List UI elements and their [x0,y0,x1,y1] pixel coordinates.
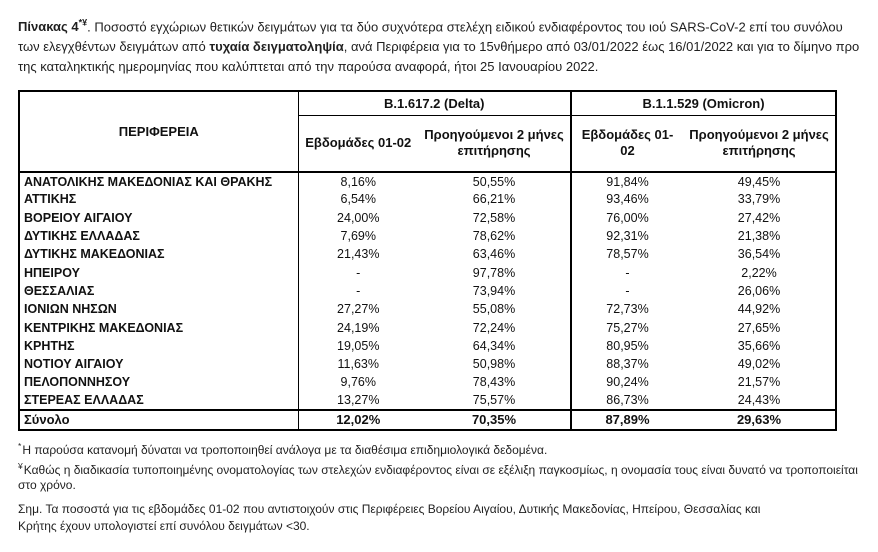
table-row [19,355,836,373]
delta-prev-cell: 50,98% [418,355,571,373]
delta-prev-cell: 72,24% [418,318,571,336]
omicron-prev-cell: 35,66% [737,338,781,353]
column-header-delta-weeks: Εβδομάδες 01-02 [298,115,418,172]
caption-text-2: , ανά Περιφέρεια για το 15νθήμερο από 03/01/2022 έως 16/01/2022 και για το δίμηνο προ της καταληκτικής ημερομηνίας που καλύπτεται από την παρούσα αναφορά, ήτοι 25 Ιανουαρίου 2022. [18,39,860,75]
region-name-cell: ΑΝΑΤΟΛΙΚΗΣ ΜΑΚΕΔΟΝΙΑΣ ΚΑΙ ΘΡΑΚΗΣ [19,172,298,190]
region-name-cell: ΚΕΝΤΡΙΚΗΣ ΜΑΚΕΔΟΝΙΑΣ [19,318,298,336]
footnote-asterisk [18,439,866,459]
delta-weeks-cell: 6,54% [340,192,376,207]
delta-prev-cell: 78,62% [418,227,571,245]
region-name-cell: ΝΟΤΙΟΥ ΑΙΓΑΙΟΥ [19,355,298,373]
omicron-weeks-cell: 80,95% [606,338,649,353]
total-omicron-prev: 29,63% [683,410,836,430]
column-header-omicron-weeks: Εβδομάδες 01-02 [571,115,683,172]
footnote-yen [18,459,866,494]
table-row [19,263,836,281]
column-header-omicron-prev: Προηγούμενοι 2 μήνες επιτήρησης [683,115,836,172]
delta-prev-cell: 72,58% [418,209,571,227]
omicron-prev-cell: 49,02% [737,357,781,372]
total-delta-prev: 70,35% [418,410,571,430]
omicron-prev-cell: 2,22% [741,265,777,280]
footnote-text: Η παρούσα κατανομή δύναται να τροποποιηθεί ανάλογα με τα διαθέσιμα επιδημιολογικά δεδομένα. [22,443,548,457]
delta-weeks-cell: 13,27% [337,393,380,408]
footnote-text: Καθώς η διαδικασία τυποποιημένης ονοματολογίας των στελεχών ενδιαφέροντος είναι σε εξέλιξη παγκοσμίως, η ονομασία τους είναι δυνατό να τροποποιείται στο χρόνο. [18,462,858,492]
omicron-weeks-cell: 86,73% [606,393,649,408]
region-name-cell: ΔΥΤΙΚΗΣ ΜΑΚΕΔΟΝΙΑΣ [19,245,298,263]
region-name-cell: ΣΤΕΡΕΑΣ ΕΛΛΑΔΑΣ [19,392,298,410]
region-name-cell: ΔΥΤΙΚΗΣ ΕΛΛΑΔΑΣ [19,227,298,245]
column-header-region: ΠΕΡΙΦΕΡΕΙΑ [19,91,298,172]
variants-by-region-table [18,90,837,431]
caption-number: Πίνακας 4 [18,19,79,35]
footnote-marker: ¥ [18,460,23,471]
delta-weeks-cell: 24,00% [337,210,380,225]
table-row [19,190,836,208]
table-row [19,172,836,190]
omicron-weeks-cell: 92,31% [606,229,649,244]
delta-prev-cell: 75,57% [418,392,571,410]
omicron-weeks-cell: 90,24% [606,375,649,390]
omicron-weeks-cell: 76,00% [606,210,649,225]
caption-text-1: . Ποσοστό εγχώριων θετικών δειγμάτων για τα δύο συχνότερα στελέχη ειδικού ενδιαφέροντος του ιού SARS-CoV-2 επί του συνόλου των ελεγχθέντων δειγμάτων από [18,19,843,55]
table-row [19,227,836,245]
omicron-weeks-cell: - [625,265,630,280]
table-row [19,337,836,355]
footnotes-section [18,439,866,535]
omicron-prev-cell: 21,57% [737,375,781,390]
delta-weeks-cell: 24,19% [337,320,380,335]
total-row [19,410,836,430]
delta-weeks-cell: 9,76% [340,375,376,390]
column-group-delta: B.1.617.2 (Delta) [298,91,571,115]
region-name-cell: ΠΕΛΟΠΟΝΝΗΣΟΥ [19,373,298,391]
omicron-prev-cell: 26,06% [737,283,781,298]
total-delta-weeks: 12,02% [298,410,418,430]
table-row [19,300,836,318]
omicron-prev-cell: 44,92% [737,302,781,317]
delta-prev-cell: 73,94% [418,282,571,300]
omicron-weeks-cell: 93,46% [606,192,649,207]
delta-weeks-cell: - [356,265,361,280]
delta-prev-cell: 64,34% [418,337,571,355]
delta-weeks-cell: 7,69% [340,229,376,244]
omicron-prev-cell: 21,38% [737,229,781,244]
delta-prev-cell: 50,55% [418,172,571,190]
region-name-cell: ΑΤΤΙΚΗΣ [19,190,298,208]
delta-prev-cell: 78,43% [418,373,571,391]
omicron-weeks-cell: 78,57% [606,247,649,262]
omicron-prev-cell: 49,45% [737,174,781,189]
omicron-prev-cell: 27,65% [737,320,781,335]
table-row [19,209,836,227]
omicron-weeks-cell: 75,27% [606,320,649,335]
omicron-prev-cell: 36,54% [737,247,781,262]
region-name-cell: ΒΟΡΕΙΟΥ ΑΙΓΑΙΟΥ [19,209,298,227]
delta-prev-cell: 97,78% [418,263,571,281]
delta-prev-cell: 55,08% [418,300,571,318]
table-row [19,318,836,336]
omicron-prev-cell: 33,79% [737,192,781,207]
table-row [19,282,836,300]
total-omicron-weeks: 87,89% [571,410,683,430]
table-row [19,373,836,391]
region-name-cell: ΗΠΕΙΡΟΥ [19,263,298,281]
table-row [19,245,836,263]
omicron-prev-cell: 27,42% [737,210,781,225]
caption-footnote-marks: *¥ [78,18,88,28]
omicron-weeks-cell: 72,73% [606,302,649,317]
omicron-prev-cell: 24,43% [737,393,781,408]
delta-weeks-cell: 27,27% [337,302,380,317]
group-header-row [19,91,836,115]
column-group-omicron: B.1.1.529 (Omicron) [571,91,836,115]
region-name-cell: ΙΟΝΙΩΝ ΝΗΣΩΝ [19,300,298,318]
note-text: Σημ. Τα ποσοστά για τις εβδομάδες 01-02 που αντιστοιχούν στις Περιφέρειες Βορείου Αιγαίου, Δυτικής Μακεδονίας, Ηπείρου, Θεσσαλίας και Κρήτης έχουν υπολογιστεί επί συνόλου δειγμάτων <30. [18,501,761,533]
omicron-weeks-cell: 91,84% [606,174,649,189]
region-name-cell: ΘΕΣΣΑΛΙΑΣ [19,282,298,300]
delta-prev-cell: 63,46% [418,245,571,263]
delta-weeks-cell: - [356,283,361,298]
column-header-delta-prev: Προηγούμενοι 2 μήνες επιτήρησης [418,115,571,172]
delta-weeks-cell: 19,05% [337,338,380,353]
table-row [19,392,836,410]
delta-weeks-cell: 8,16% [340,174,376,189]
delta-prev-cell: 66,21% [418,190,571,208]
footnote-marker: * [18,441,22,451]
caption-bold-phrase: τυχαία δειγματοληψία [209,39,344,55]
omicron-weeks-cell: - [625,283,630,298]
total-label: Σύνολο [19,410,298,430]
delta-weeks-cell: 21,43% [337,247,380,262]
region-name-cell: ΚΡΗΤΗΣ [19,337,298,355]
delta-weeks-cell: 11,63% [337,357,379,372]
table-caption [18,13,863,77]
omicron-weeks-cell: 88,37% [606,357,649,372]
